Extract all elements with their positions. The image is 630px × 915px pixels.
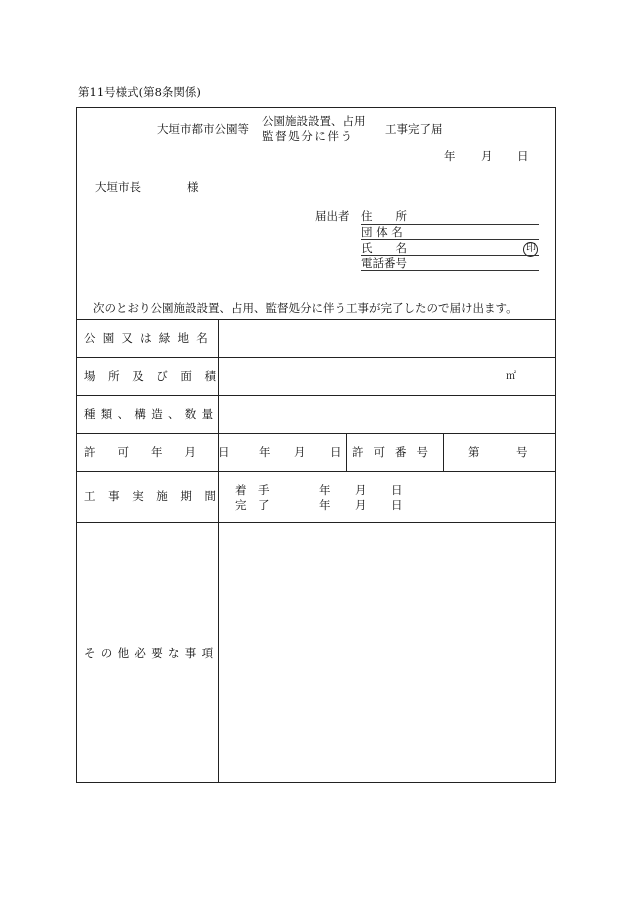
label-location-area: 場所及び面積: [84, 369, 229, 383]
label-type-structure-qty: 種類、構造、数量: [84, 407, 219, 421]
applicant-address-label: 住 所: [361, 209, 407, 223]
permit-number-prefix: 第: [468, 445, 480, 459]
label-park-name: 公園又は緑地名: [84, 331, 215, 345]
permit-divider-2: [443, 433, 444, 471]
seal-mark: 印: [526, 243, 536, 254]
end-day: 日: [391, 498, 403, 512]
title-line2: 監督処分に伴う: [262, 129, 354, 143]
title-suffix: 工事完了届: [385, 122, 443, 136]
table-top-line: [76, 319, 556, 320]
date-day: 日: [517, 149, 529, 163]
label-permit-date: 許可年月日: [84, 445, 252, 459]
label-permit-number: 許可番号: [352, 445, 438, 459]
start-year: 年: [319, 483, 331, 497]
org-underline: [361, 239, 539, 240]
statement: 次のとおり公園施設設置、占用、監督処分に伴う工事が完了したので届け出ます。: [93, 301, 518, 315]
applicant-label: 届出者: [315, 209, 350, 223]
applicant-name-label: 氏 名: [361, 241, 407, 255]
addressee-name: 大垣市長: [95, 180, 141, 194]
row-line-2: [76, 395, 556, 396]
area-unit: ㎡: [506, 371, 516, 382]
start-label: 着 手: [235, 483, 270, 497]
title-prefix: 大垣市都市公園等: [157, 122, 249, 136]
applicant-org-label: 団 体 名: [361, 225, 403, 239]
label-column-divider: [218, 319, 219, 783]
permit-date-day: 日: [330, 445, 342, 459]
label-work-period: 工事実施期間: [84, 489, 229, 503]
date-month: 月: [481, 149, 493, 163]
start-day: 日: [391, 483, 403, 497]
phone-underline: [361, 270, 539, 271]
addressee-honorific: 様: [187, 180, 199, 194]
title-line1: 公園施設設置、占用: [262, 114, 366, 128]
row-line-3: [76, 433, 556, 434]
row-line-4: [76, 471, 556, 472]
row-line-5: [76, 522, 556, 523]
end-label: 完 了: [235, 498, 270, 512]
row-line-1: [76, 357, 556, 358]
form-number: 第11号様式(第8条関係): [78, 85, 201, 99]
end-month: 月: [355, 498, 367, 512]
start-month: 月: [355, 483, 367, 497]
end-year: 年: [319, 498, 331, 512]
applicant-phone-label: 電話番号: [361, 256, 407, 270]
date-year: 年: [444, 149, 456, 163]
permit-date-year: 年: [259, 445, 271, 459]
permit-number-suffix: 号: [516, 445, 528, 459]
permit-divider-1: [346, 433, 347, 471]
permit-date-month: 月: [294, 445, 306, 459]
label-other: その他必要な事項: [84, 646, 219, 660]
